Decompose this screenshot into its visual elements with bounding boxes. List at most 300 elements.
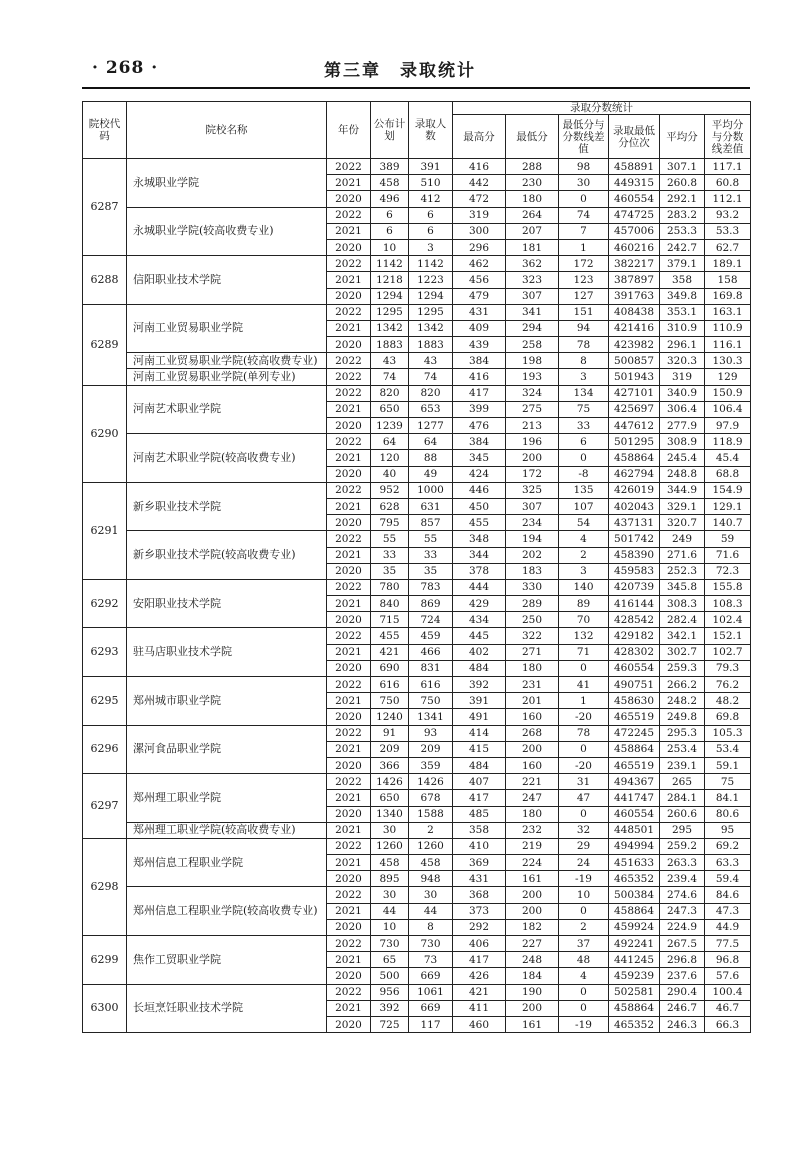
- min-diff-cell: 107: [559, 498, 609, 514]
- min-cell: 213: [506, 418, 559, 434]
- min-cell: 200: [506, 450, 559, 466]
- min-cell: 184: [506, 968, 559, 984]
- header-code: 院校代码: [83, 102, 127, 159]
- year-cell: 2022: [327, 207, 371, 223]
- year-cell: 2022: [327, 677, 371, 693]
- avg-diff-cell: 97.9: [705, 418, 751, 434]
- avg-diff-cell: 118.9: [705, 434, 751, 450]
- header-plan: 公布计划: [371, 102, 409, 159]
- max-cell: 460: [453, 1016, 506, 1032]
- rank-cell: 465352: [609, 1016, 660, 1032]
- avg-diff-cell: 106.4: [705, 401, 751, 417]
- max-cell: 406: [453, 936, 506, 952]
- max-cell: 429: [453, 596, 506, 612]
- avg-diff-cell: 76.2: [705, 677, 751, 693]
- max-cell: 426: [453, 968, 506, 984]
- min-cell: 268: [506, 725, 559, 741]
- plan-cell: 44: [371, 903, 409, 919]
- header-rule: [82, 87, 750, 89]
- avg-diff-cell: 150.9: [705, 385, 751, 401]
- avg-cell: 308.3: [660, 596, 705, 612]
- min-diff-cell: 0: [559, 806, 609, 822]
- avg-cell: 358: [660, 272, 705, 288]
- min-cell: 232: [506, 822, 559, 838]
- min-diff-cell: 31: [559, 774, 609, 790]
- avg-diff-cell: 93.2: [705, 207, 751, 223]
- avg-cell: 320.3: [660, 353, 705, 369]
- max-cell: 485: [453, 806, 506, 822]
- chapter-title: 第三章 录取统计: [324, 61, 476, 81]
- max-cell: 462: [453, 256, 506, 272]
- max-cell: 472: [453, 191, 506, 207]
- plan-cell: 1342: [371, 320, 409, 336]
- plan-cell: 389: [371, 159, 409, 175]
- max-cell: 415: [453, 741, 506, 757]
- year-cell: 2021: [327, 272, 371, 288]
- table-row: [83, 531, 751, 547]
- table-row: [83, 887, 751, 903]
- min-diff-cell: 41: [559, 677, 609, 693]
- plan-cell: 6: [371, 223, 409, 239]
- plan-cell: 715: [371, 612, 409, 628]
- avg-diff-cell: 152.1: [705, 628, 751, 644]
- avg-diff-cell: 62.7: [705, 239, 751, 255]
- college-code-cell: 6299: [83, 936, 127, 985]
- min-cell: 194: [506, 531, 559, 547]
- year-cell: 2021: [327, 175, 371, 191]
- year-cell: 2020: [327, 806, 371, 822]
- admitted-cell: 6: [409, 207, 453, 223]
- college-name-cell: 安阳职业技术学院: [127, 579, 327, 628]
- min-cell: 330: [506, 579, 559, 595]
- min-cell: 324: [506, 385, 559, 401]
- college-code-cell: 6290: [83, 385, 127, 482]
- max-cell: 369: [453, 855, 506, 871]
- min-cell: 289: [506, 596, 559, 612]
- max-cell: 345: [453, 450, 506, 466]
- min-cell: 271: [506, 644, 559, 660]
- avg-cell: 260.8: [660, 175, 705, 191]
- max-cell: 484: [453, 757, 506, 773]
- min-cell: 294: [506, 320, 559, 336]
- min-cell: 221: [506, 774, 559, 790]
- min-diff-cell: 132: [559, 628, 609, 644]
- year-cell: 2022: [327, 159, 371, 175]
- year-cell: 2021: [327, 596, 371, 612]
- avg-diff-cell: 154.9: [705, 482, 751, 498]
- admitted-cell: 1223: [409, 272, 453, 288]
- table-row: [83, 936, 751, 952]
- min-cell: 307: [506, 498, 559, 514]
- max-cell: 434: [453, 612, 506, 628]
- admitted-cell: 820: [409, 385, 453, 401]
- college-code-cell: 6295: [83, 677, 127, 726]
- rank-cell: 423982: [609, 337, 660, 353]
- admitted-cell: 459: [409, 628, 453, 644]
- rank-cell: 458630: [609, 693, 660, 709]
- avg-diff-cell: 75: [705, 774, 751, 790]
- avg-diff-cell: 112.1: [705, 191, 751, 207]
- min-cell: 198: [506, 353, 559, 369]
- college-name-cell: 河南艺术职业学院(较高收费专业): [127, 434, 327, 483]
- max-cell: 417: [453, 385, 506, 401]
- year-cell: 2020: [327, 418, 371, 434]
- min-diff-cell: 0: [559, 660, 609, 676]
- header-rank: 录取最低分位次: [609, 115, 660, 159]
- avg-diff-cell: 53.4: [705, 741, 751, 757]
- min-diff-cell: 4: [559, 968, 609, 984]
- avg-cell: 245.4: [660, 450, 705, 466]
- avg-diff-cell: 102.7: [705, 644, 751, 660]
- plan-cell: 1426: [371, 774, 409, 790]
- college-name-cell: 焦作工贸职业学院: [127, 936, 327, 985]
- max-cell: 414: [453, 725, 506, 741]
- min-diff-cell: 33: [559, 418, 609, 434]
- min-cell: 322: [506, 628, 559, 644]
- plan-cell: 64: [371, 434, 409, 450]
- avg-diff-cell: 59.1: [705, 757, 751, 773]
- min-diff-cell: 78: [559, 725, 609, 741]
- max-cell: 300: [453, 223, 506, 239]
- year-cell: 2022: [327, 531, 371, 547]
- avg-diff-cell: 158: [705, 272, 751, 288]
- min-cell: 180: [506, 660, 559, 676]
- max-cell: 417: [453, 790, 506, 806]
- college-code-cell: 6296: [83, 725, 127, 774]
- avg-cell: 295: [660, 822, 705, 838]
- avg-cell: 242.7: [660, 239, 705, 255]
- plan-cell: 91: [371, 725, 409, 741]
- avg-cell: 253.3: [660, 223, 705, 239]
- rank-cell: 494367: [609, 774, 660, 790]
- avg-diff-cell: 95: [705, 822, 751, 838]
- max-cell: 391: [453, 693, 506, 709]
- admitted-cell: 73: [409, 952, 453, 968]
- rank-cell: 472245: [609, 725, 660, 741]
- college-code-cell: 6287: [83, 159, 127, 256]
- avg-diff-cell: 45.4: [705, 450, 751, 466]
- admitted-cell: 831: [409, 660, 453, 676]
- min-diff-cell: 74: [559, 207, 609, 223]
- min-cell: 219: [506, 838, 559, 854]
- year-cell: 2022: [327, 304, 371, 320]
- max-cell: 444: [453, 579, 506, 595]
- header-avg-diff: 平均分与分数线差值: [705, 115, 751, 159]
- admitted-cell: 948: [409, 871, 453, 887]
- min-diff-cell: 123: [559, 272, 609, 288]
- admitted-cell: 458: [409, 855, 453, 871]
- avg-cell: 277.9: [660, 418, 705, 434]
- college-name-cell: 新乡职业技术学院(较高收费专业): [127, 531, 327, 580]
- max-cell: 344: [453, 547, 506, 563]
- min-diff-cell: 2: [559, 547, 609, 563]
- table-body: [83, 159, 751, 1033]
- max-cell: 407: [453, 774, 506, 790]
- admitted-cell: 653: [409, 401, 453, 417]
- college-name-cell: 郑州理工职业学院: [127, 774, 327, 823]
- avg-diff-cell: 189.1: [705, 256, 751, 272]
- plan-cell: 628: [371, 498, 409, 514]
- page-number: · 268 ·: [92, 58, 159, 78]
- year-cell: 2021: [327, 450, 371, 466]
- avg-cell: 319: [660, 369, 705, 385]
- plan-cell: 1142: [371, 256, 409, 272]
- avg-cell: 237.6: [660, 968, 705, 984]
- plan-cell: 780: [371, 579, 409, 595]
- min-diff-cell: 134: [559, 385, 609, 401]
- max-cell: 439: [453, 337, 506, 353]
- rank-cell: 420739: [609, 579, 660, 595]
- plan-cell: 750: [371, 693, 409, 709]
- header-name: 院校名称: [127, 102, 327, 159]
- rank-cell: 494994: [609, 838, 660, 854]
- max-cell: 424: [453, 466, 506, 482]
- year-cell: 2021: [327, 822, 371, 838]
- min-cell: 180: [506, 806, 559, 822]
- max-cell: 384: [453, 353, 506, 369]
- avg-diff-cell: 69.2: [705, 838, 751, 854]
- admitted-cell: 783: [409, 579, 453, 595]
- college-name-cell: 长垣烹饪职业技术学院: [127, 984, 327, 1033]
- year-cell: 2021: [327, 790, 371, 806]
- year-cell: 2022: [327, 482, 371, 498]
- avg-cell: 246.7: [660, 1000, 705, 1016]
- max-cell: 491: [453, 709, 506, 725]
- admitted-cell: 669: [409, 1000, 453, 1016]
- admitted-cell: 730: [409, 936, 453, 952]
- admitted-cell: 8: [409, 919, 453, 935]
- year-cell: 2022: [327, 369, 371, 385]
- avg-cell: 344.9: [660, 482, 705, 498]
- avg-diff-cell: 60.8: [705, 175, 751, 191]
- rank-cell: 448501: [609, 822, 660, 838]
- year-cell: 2020: [327, 337, 371, 353]
- year-cell: 2020: [327, 871, 371, 887]
- table-row: [83, 822, 751, 838]
- min-cell: 200: [506, 741, 559, 757]
- avg-diff-cell: 47.3: [705, 903, 751, 919]
- max-cell: 479: [453, 288, 506, 304]
- table-row: [83, 385, 751, 401]
- rank-cell: 462794: [609, 466, 660, 482]
- college-code-cell: 6292: [83, 579, 127, 628]
- admitted-cell: 117: [409, 1016, 453, 1032]
- avg-cell: 274.6: [660, 887, 705, 903]
- rank-cell: 465352: [609, 871, 660, 887]
- plan-cell: 1294: [371, 288, 409, 304]
- min-cell: 362: [506, 256, 559, 272]
- college-name-cell: 永城职业学院: [127, 159, 327, 208]
- rank-cell: 441245: [609, 952, 660, 968]
- year-cell: 2022: [327, 774, 371, 790]
- avg-cell: 283.2: [660, 207, 705, 223]
- avg-cell: 252.3: [660, 563, 705, 579]
- avg-cell: 224.9: [660, 919, 705, 935]
- plan-cell: 10: [371, 919, 409, 935]
- plan-cell: 10: [371, 239, 409, 255]
- plan-cell: 35: [371, 563, 409, 579]
- avg-diff-cell: 59: [705, 531, 751, 547]
- rank-cell: 460554: [609, 191, 660, 207]
- header-min-diff: 最低分与分数线差值: [559, 115, 609, 159]
- admitted-cell: 678: [409, 790, 453, 806]
- min-diff-cell: 2: [559, 919, 609, 935]
- min-cell: 160: [506, 709, 559, 725]
- max-cell: 358: [453, 822, 506, 838]
- admitted-cell: 64: [409, 434, 453, 450]
- min-diff-cell: 135: [559, 482, 609, 498]
- avg-cell: 246.3: [660, 1016, 705, 1032]
- admitted-cell: 510: [409, 175, 453, 191]
- avg-cell: 249.8: [660, 709, 705, 725]
- table-row: [83, 774, 751, 790]
- rank-cell: 429182: [609, 628, 660, 644]
- avg-cell: 248.2: [660, 693, 705, 709]
- avg-cell: 249: [660, 531, 705, 547]
- college-name-cell: 郑州城市职业学院: [127, 677, 327, 726]
- avg-diff-cell: 102.4: [705, 612, 751, 628]
- plan-cell: 956: [371, 984, 409, 1000]
- admitted-cell: 631: [409, 498, 453, 514]
- admitted-cell: 391: [409, 159, 453, 175]
- min-diff-cell: 0: [559, 903, 609, 919]
- max-cell: 399: [453, 401, 506, 417]
- admitted-cell: 1295: [409, 304, 453, 320]
- table-row: [83, 159, 751, 175]
- min-diff-cell: 172: [559, 256, 609, 272]
- year-cell: 2021: [327, 952, 371, 968]
- rank-cell: 382217: [609, 256, 660, 272]
- rank-cell: 459583: [609, 563, 660, 579]
- max-cell: 431: [453, 871, 506, 887]
- min-diff-cell: 151: [559, 304, 609, 320]
- college-code-cell: 6298: [83, 838, 127, 935]
- avg-cell: 290.4: [660, 984, 705, 1000]
- rank-cell: 402043: [609, 498, 660, 514]
- plan-cell: 1883: [371, 337, 409, 353]
- min-cell: 201: [506, 693, 559, 709]
- avg-diff-cell: 44.9: [705, 919, 751, 935]
- max-cell: 421: [453, 984, 506, 1000]
- year-cell: 2020: [327, 288, 371, 304]
- year-cell: 2020: [327, 239, 371, 255]
- avg-diff-cell: 105.3: [705, 725, 751, 741]
- avg-diff-cell: 79.3: [705, 660, 751, 676]
- admission-statistics-table: [82, 101, 751, 1033]
- avg-cell: 349.8: [660, 288, 705, 304]
- min-diff-cell: 32: [559, 822, 609, 838]
- rank-cell: 460554: [609, 660, 660, 676]
- admitted-cell: 2: [409, 822, 453, 838]
- rank-cell: 441747: [609, 790, 660, 806]
- min-diff-cell: 7: [559, 223, 609, 239]
- max-cell: 445: [453, 628, 506, 644]
- college-name-cell: 漯河食品职业学院: [127, 725, 327, 774]
- min-diff-cell: -19: [559, 871, 609, 887]
- college-name-cell: 郑州信息工程职业学院: [127, 838, 327, 887]
- admitted-cell: 1588: [409, 806, 453, 822]
- plan-cell: 650: [371, 790, 409, 806]
- admitted-cell: 1426: [409, 774, 453, 790]
- min-cell: 181: [506, 239, 559, 255]
- year-cell: 2022: [327, 434, 371, 450]
- plan-cell: 1340: [371, 806, 409, 822]
- rank-cell: 421416: [609, 320, 660, 336]
- year-cell: 2020: [327, 709, 371, 725]
- plan-cell: 74: [371, 369, 409, 385]
- admitted-cell: 1260: [409, 838, 453, 854]
- avg-diff-cell: 80.6: [705, 806, 751, 822]
- min-cell: 227: [506, 936, 559, 952]
- max-cell: 392: [453, 677, 506, 693]
- plan-cell: 65: [371, 952, 409, 968]
- avg-cell: 265: [660, 774, 705, 790]
- rank-cell: 460554: [609, 806, 660, 822]
- avg-cell: 306.4: [660, 401, 705, 417]
- year-cell: 2021: [327, 223, 371, 239]
- plan-cell: 455: [371, 628, 409, 644]
- min-diff-cell: 127: [559, 288, 609, 304]
- avg-diff-cell: 129: [705, 369, 751, 385]
- rank-cell: 408438: [609, 304, 660, 320]
- year-cell: 2020: [327, 968, 371, 984]
- min-cell: 264: [506, 207, 559, 223]
- rank-cell: 501943: [609, 369, 660, 385]
- rank-cell: 500857: [609, 353, 660, 369]
- table-row: [83, 579, 751, 595]
- rank-cell: 458864: [609, 741, 660, 757]
- min-diff-cell: 70: [559, 612, 609, 628]
- min-diff-cell: 1: [559, 693, 609, 709]
- year-cell: 2022: [327, 984, 371, 1000]
- avg-cell: 247.3: [660, 903, 705, 919]
- min-diff-cell: 24: [559, 855, 609, 871]
- min-diff-cell: 0: [559, 741, 609, 757]
- college-name-cell: 新乡职业技术学院: [127, 482, 327, 531]
- avg-cell: 295.3: [660, 725, 705, 741]
- rank-cell: 502581: [609, 984, 660, 1000]
- year-cell: 2022: [327, 579, 371, 595]
- avg-diff-cell: 116.1: [705, 337, 751, 353]
- year-cell: 2020: [327, 515, 371, 531]
- avg-diff-cell: 66.3: [705, 1016, 751, 1032]
- year-cell: 2020: [327, 757, 371, 773]
- min-cell: 288: [506, 159, 559, 175]
- min-diff-cell: 140: [559, 579, 609, 595]
- table-row: [83, 207, 751, 223]
- admitted-cell: 3: [409, 239, 453, 255]
- avg-diff-cell: 163.1: [705, 304, 751, 320]
- min-cell: 200: [506, 887, 559, 903]
- max-cell: 476: [453, 418, 506, 434]
- year-cell: 2022: [327, 256, 371, 272]
- max-cell: 409: [453, 320, 506, 336]
- avg-diff-cell: 63.3: [705, 855, 751, 871]
- avg-diff-cell: 53.3: [705, 223, 751, 239]
- min-cell: 234: [506, 515, 559, 531]
- admitted-cell: 35: [409, 563, 453, 579]
- min-cell: 182: [506, 919, 559, 935]
- admitted-cell: 88: [409, 450, 453, 466]
- avg-diff-cell: 140.7: [705, 515, 751, 531]
- rank-cell: 492241: [609, 936, 660, 952]
- max-cell: 446: [453, 482, 506, 498]
- max-cell: 373: [453, 903, 506, 919]
- min-diff-cell: 0: [559, 984, 609, 1000]
- min-cell: 160: [506, 757, 559, 773]
- year-cell: 2021: [327, 547, 371, 563]
- year-cell: 2021: [327, 855, 371, 871]
